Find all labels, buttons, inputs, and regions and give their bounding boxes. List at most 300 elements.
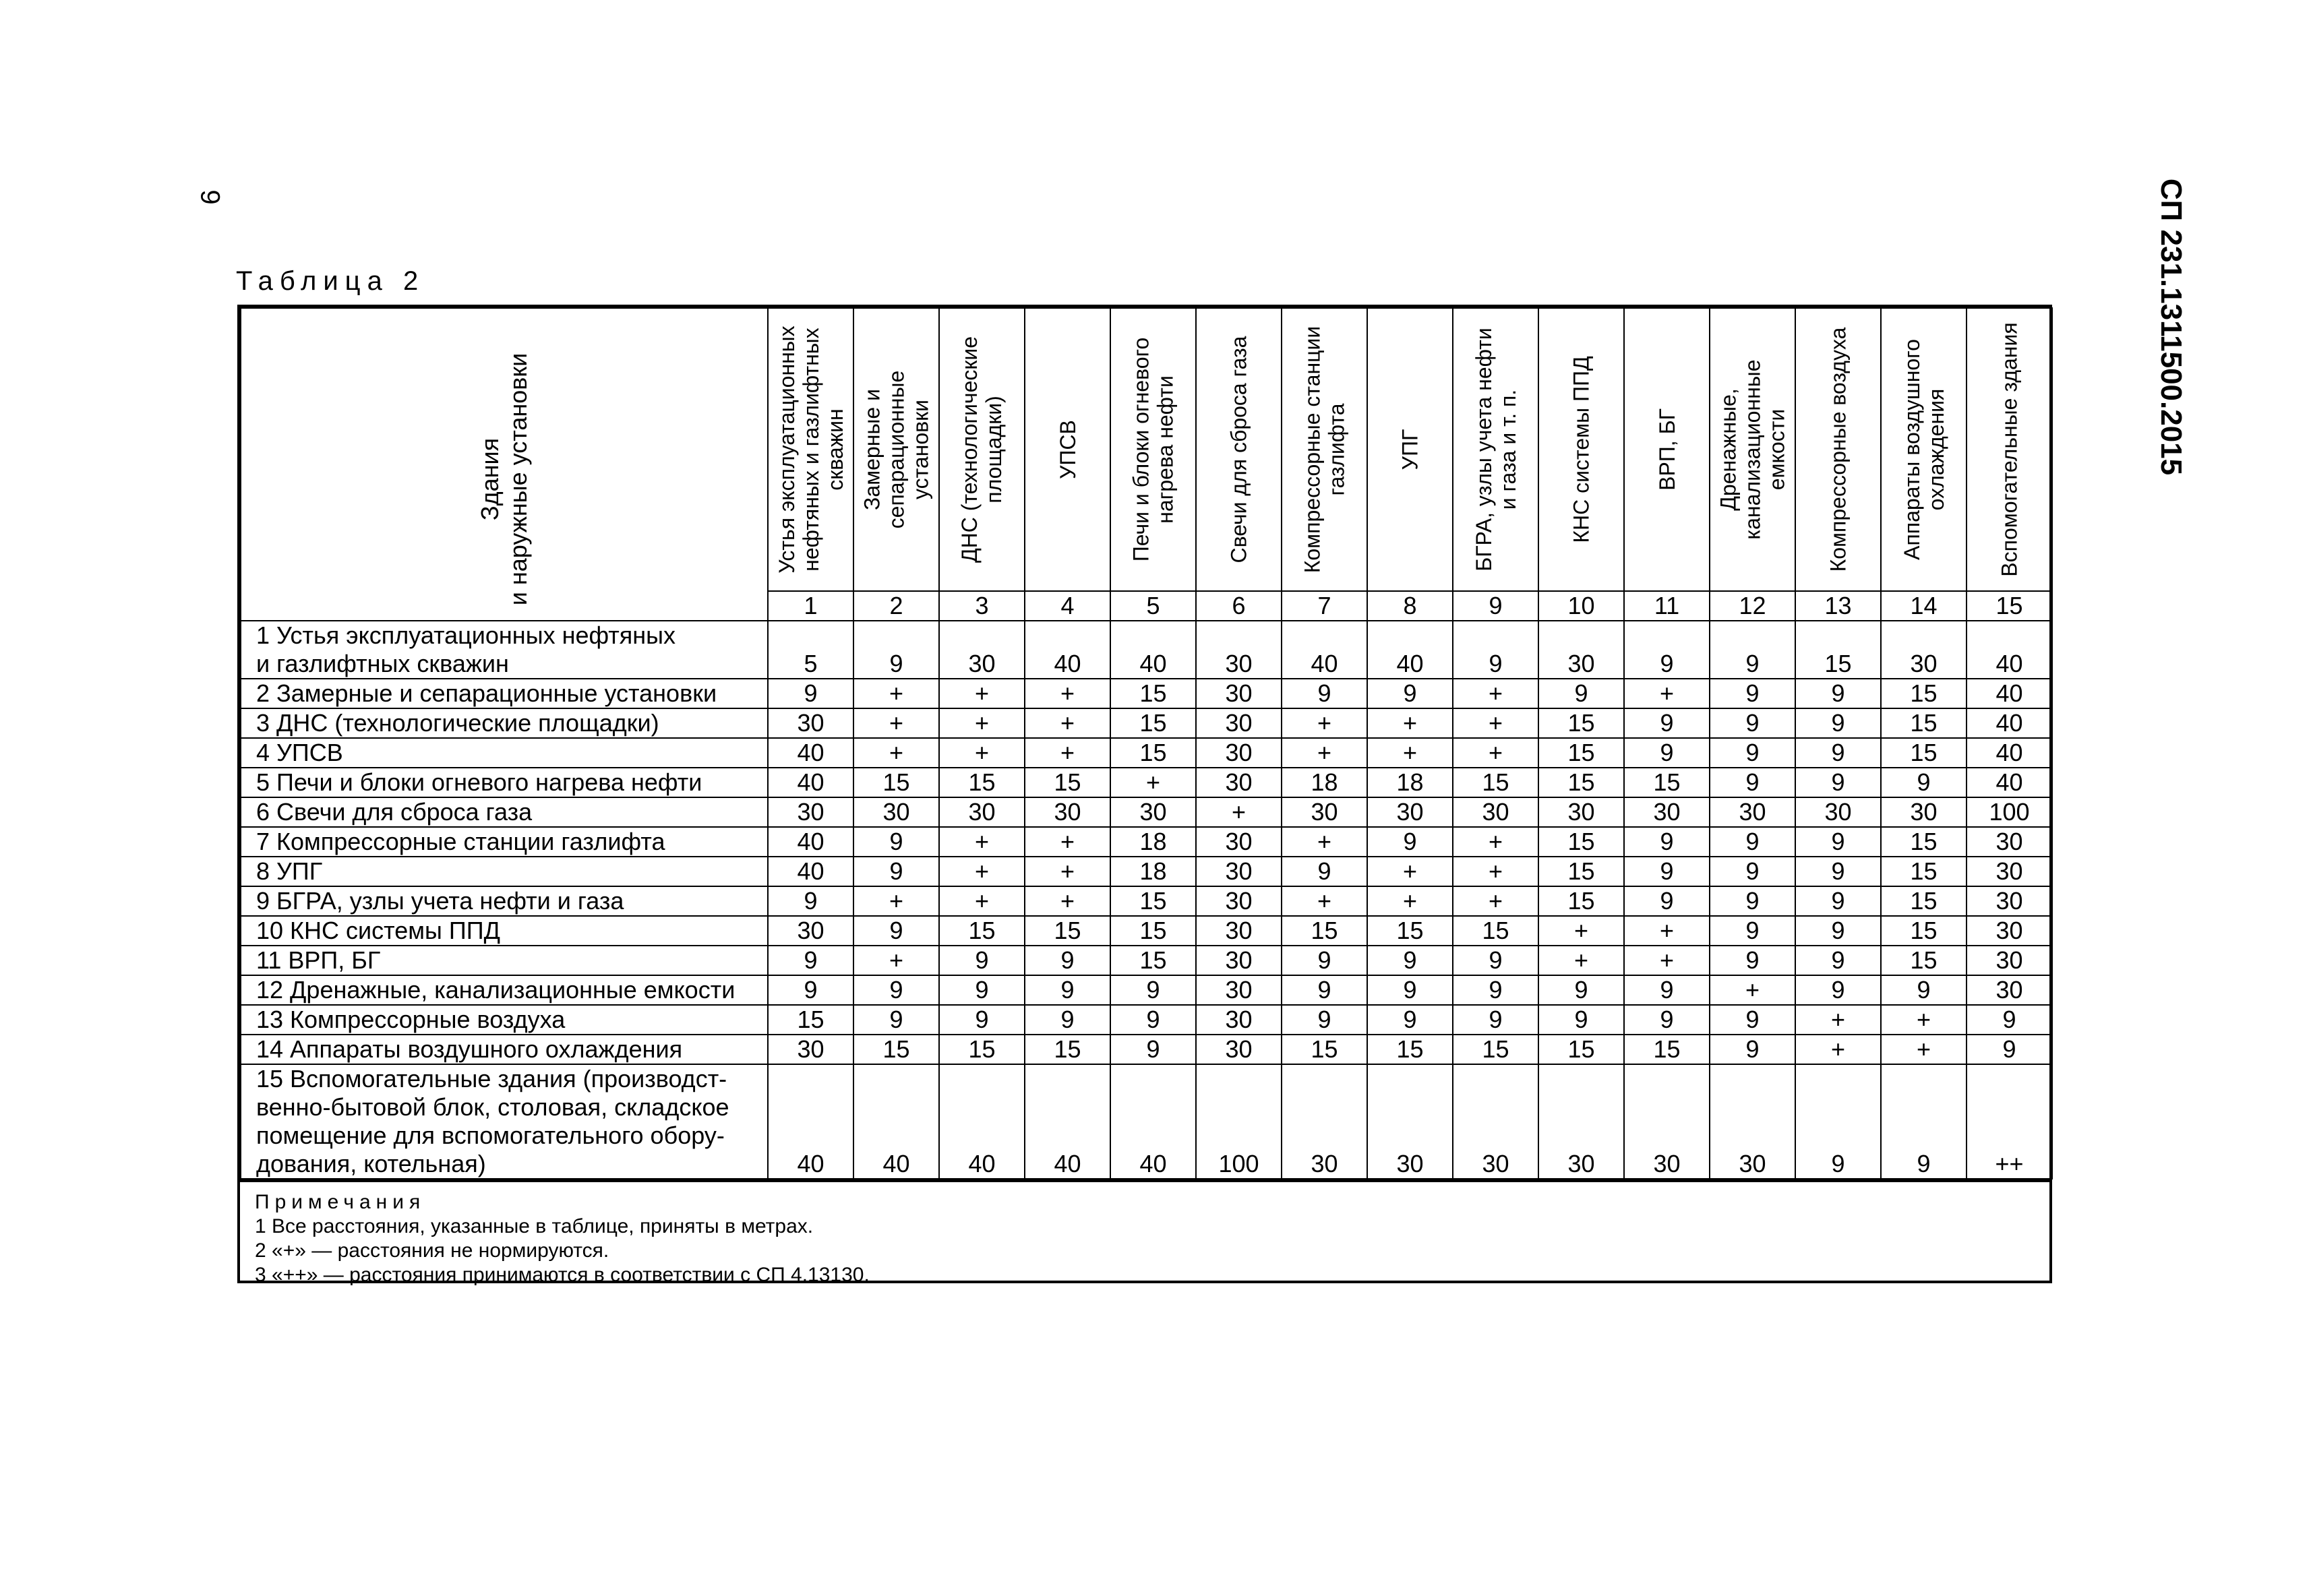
table-cell: 30	[1538, 621, 1624, 679]
table-cell: 9	[1110, 1035, 1196, 1064]
table-cell: 9	[1282, 975, 1367, 1005]
table-cell: +	[1881, 1005, 1967, 1035]
table-cell: 15	[1795, 621, 1881, 679]
table-cell: +	[939, 886, 1025, 916]
table-cell: 9	[1795, 916, 1881, 946]
table-cell: 9	[1453, 1005, 1538, 1035]
table-cell: 9	[1025, 946, 1110, 975]
table-cell: 30	[768, 708, 853, 738]
table-cell: 30	[1196, 886, 1282, 916]
table-cell: 15	[853, 768, 939, 797]
table-row	[241, 975, 2052, 1005]
table-cell: +	[939, 708, 1025, 738]
table-cell: 9	[1881, 975, 1967, 1005]
table-cell: 9	[1282, 1005, 1367, 1035]
column-number: 1	[768, 591, 853, 621]
table-cell: 40	[1967, 738, 2052, 768]
table-cell: 15	[1025, 1035, 1110, 1064]
table-cell: 9	[1624, 708, 1710, 738]
table-cell: 9	[1795, 975, 1881, 1005]
table-cell: 30	[1196, 946, 1282, 975]
table-cell: 30	[1795, 797, 1881, 827]
table-cell: 15	[853, 1035, 939, 1064]
column-header-label: ВРП, БГ	[1654, 408, 1679, 491]
column-header-15	[1967, 308, 2052, 591]
table-cell: 9	[1710, 768, 1795, 797]
table-cell: 30	[1453, 797, 1538, 827]
column-number: 12	[1710, 591, 1795, 621]
table-cell: 9	[768, 946, 853, 975]
column-number: 5	[1110, 591, 1196, 621]
table-cell: 9	[768, 679, 853, 708]
column-header-label: Устья эксплуатационных нефтяных и газлифтных скважин	[774, 326, 847, 574]
table-cell: 40	[768, 1064, 853, 1179]
table-header-row	[241, 308, 2052, 591]
table-cell: 9	[1710, 1035, 1795, 1064]
table-cell: +	[1282, 738, 1367, 768]
column-header-3	[939, 308, 1025, 591]
table-row	[241, 1035, 2052, 1064]
table-row	[241, 797, 2052, 827]
table-cell: +	[1453, 857, 1538, 886]
table-cell: 15	[1110, 916, 1196, 946]
table-cell: 30	[1967, 857, 2052, 886]
row-label: 12 Дренажные, канализационные емкости	[241, 975, 768, 1005]
table-cell: 9	[1624, 1005, 1710, 1035]
column-header-13	[1795, 308, 1881, 591]
table-cell: 9	[768, 975, 853, 1005]
table-cell: 5	[768, 621, 853, 679]
table-cell: 40	[1967, 621, 2052, 679]
table-row	[241, 1064, 2052, 1179]
table-cell: 30	[1110, 797, 1196, 827]
row-label: 10 КНС системы ППД	[241, 916, 768, 946]
table-cell: 30	[1196, 1035, 1282, 1064]
table-cell: 40	[1967, 679, 2052, 708]
table-cell: +	[1367, 738, 1453, 768]
table-cell: +	[1367, 708, 1453, 738]
table-cell: 9	[1282, 946, 1367, 975]
note-item: 3 «++» — расстояния принимаются в соответствии с СП 4.13130.	[255, 1264, 870, 1286]
note-item: 2 «+» — расстояния не нормируются.	[255, 1239, 609, 1262]
table-cell: 30	[1967, 975, 2052, 1005]
table-row	[241, 1005, 2052, 1035]
notes-title: Примечания	[255, 1191, 426, 1213]
table-cell: +	[1282, 886, 1367, 916]
table-cell: 40	[768, 768, 853, 797]
column-number: 3	[939, 591, 1025, 621]
table-cell: 40	[768, 857, 853, 886]
column-number: 13	[1795, 591, 1881, 621]
column-header-label: КНС системы ППД	[1569, 356, 1594, 543]
table-cell: 30	[1196, 1005, 1282, 1035]
table-cell: 15	[1538, 738, 1624, 768]
table-cell: +	[1795, 1035, 1881, 1064]
table-cell: 15	[1624, 768, 1710, 797]
table-cell: 30	[1282, 797, 1367, 827]
table-cell: 30	[1967, 886, 2052, 916]
table-cell: 15	[1881, 886, 1967, 916]
table-cell: ++	[1967, 1064, 2052, 1179]
table-cell: 9	[1367, 975, 1453, 1005]
table-cell: +	[1025, 827, 1110, 857]
table-cell: +	[939, 827, 1025, 857]
row-label: 8 УПГ	[241, 857, 768, 886]
table-cell: 30	[1967, 916, 2052, 946]
table-cell: +	[1538, 916, 1624, 946]
column-header-8	[1367, 308, 1453, 591]
column-header-10	[1538, 308, 1624, 591]
table-cell: 9	[1881, 768, 1967, 797]
table-cell: 15	[1538, 857, 1624, 886]
corner-header-cell	[241, 308, 768, 621]
row-label: 6 Свечи для сброса газа	[241, 797, 768, 827]
table-cell: 15	[1881, 857, 1967, 886]
table-cell: 9	[1795, 857, 1881, 886]
table-cell: 18	[1367, 768, 1453, 797]
table-cell: +	[1025, 738, 1110, 768]
table-cell: 9	[1795, 708, 1881, 738]
table-row	[241, 621, 2052, 679]
table-cell: 15	[1881, 738, 1967, 768]
row-label: 13 Компрессорные воздуха	[241, 1005, 768, 1035]
table-cell: 30	[853, 797, 939, 827]
table-cell: 9	[1710, 708, 1795, 738]
table-cell: 9	[1367, 1005, 1453, 1035]
column-number: 4	[1025, 591, 1110, 621]
table-cell: 30	[1710, 797, 1795, 827]
table-cell: +	[1282, 827, 1367, 857]
table-cell: 30	[768, 1035, 853, 1064]
table-cell: 15	[1453, 768, 1538, 797]
table-cell: +	[1624, 679, 1710, 708]
table-cell: 30	[1538, 1064, 1624, 1179]
table-cell: 9	[768, 886, 853, 916]
column-number: 8	[1367, 591, 1453, 621]
table-cell: 100	[1196, 1064, 1282, 1179]
column-header-6	[1196, 308, 1282, 591]
table-cell: 15	[1881, 708, 1967, 738]
table-cell: 30	[1624, 797, 1710, 827]
table-cell: 9	[1453, 621, 1538, 679]
table-caption: Таблица 2	[236, 266, 425, 296]
column-header-label: УПГ	[1398, 429, 1422, 470]
table-cell: 30	[1624, 1064, 1710, 1179]
table-cell: 9	[1710, 827, 1795, 857]
table-cell: 30	[1196, 916, 1282, 946]
table-cell: 15	[1538, 708, 1624, 738]
table-cell: 15	[939, 768, 1025, 797]
table-cell: +	[1453, 886, 1538, 916]
table-cell: +	[1453, 738, 1538, 768]
table-cell: +	[1624, 946, 1710, 975]
column-number: 7	[1282, 591, 1367, 621]
column-header-2	[853, 308, 939, 591]
table-cell: 15	[1367, 1035, 1453, 1064]
column-number: 9	[1453, 591, 1538, 621]
table-row	[241, 946, 2052, 975]
table-cell: +	[939, 738, 1025, 768]
column-header-1	[768, 308, 853, 591]
column-number: 14	[1881, 591, 1967, 621]
table-cell: 9	[853, 827, 939, 857]
table-cell: 15	[1881, 916, 1967, 946]
table-cell: 30	[1538, 797, 1624, 827]
table-cell: 9	[1710, 679, 1795, 708]
table-cell: 18	[1110, 857, 1196, 886]
table-cell: +	[1453, 827, 1538, 857]
table-cell: 15	[1110, 738, 1196, 768]
table-cell: 9	[853, 857, 939, 886]
column-header-label: Вспомогательные здания	[1997, 322, 2022, 577]
table-cell: 30	[768, 797, 853, 827]
table-cell: 30	[1196, 975, 1282, 1005]
table-cell: +	[939, 679, 1025, 708]
table-row	[241, 768, 2052, 797]
table-cell: 9	[1110, 1005, 1196, 1035]
table-cell: 9	[1453, 946, 1538, 975]
table-cell: 9	[1795, 827, 1881, 857]
table-cell: 40	[768, 827, 853, 857]
table-cell: 15	[1110, 946, 1196, 975]
table-cell: +	[1025, 708, 1110, 738]
table-row	[241, 886, 2052, 916]
table-row	[241, 827, 2052, 857]
table-cell: 9	[853, 975, 939, 1005]
table-cell: +	[853, 679, 939, 708]
table-row	[241, 708, 2052, 738]
table-cell: 30	[1881, 621, 1967, 679]
table-cell: 30	[1367, 1064, 1453, 1179]
table-cell: 9	[939, 946, 1025, 975]
column-header-label: ДНС (технологические площадки)	[957, 336, 1007, 563]
table-cell: +	[1367, 886, 1453, 916]
table-cell: 15	[1367, 916, 1453, 946]
table-cell: 9	[1624, 857, 1710, 886]
distance-table-frame	[237, 305, 2052, 1286]
table-cell: 30	[1967, 946, 2052, 975]
table-cell: 40	[1367, 621, 1453, 679]
table-cell: 9	[1025, 1005, 1110, 1035]
table-cell: 30	[1453, 1064, 1538, 1179]
table-cell: 30	[1196, 738, 1282, 768]
table-cell: 40	[1025, 1064, 1110, 1179]
table-cell: 9	[1710, 916, 1795, 946]
table-cell: 15	[1282, 1035, 1367, 1064]
table-cell: 30	[1196, 621, 1282, 679]
table-cell: 9	[1710, 621, 1795, 679]
table-cell: 30	[1196, 827, 1282, 857]
table-cell: +	[853, 946, 939, 975]
column-number: 6	[1196, 591, 1282, 621]
row-label: 1 Устья эксплуатационных нефтяных и газлифтных скважин	[241, 621, 768, 679]
table-cell: 15	[1110, 679, 1196, 708]
column-header-label: УПСВ	[1055, 420, 1080, 479]
table-cell: 40	[1282, 621, 1367, 679]
table-row	[241, 679, 2052, 708]
column-header-label: Компрессорные станции газлифта	[1300, 326, 1349, 574]
table-cell: 40	[1110, 1064, 1196, 1179]
table-cell: +	[1453, 679, 1538, 708]
table-cell: 40	[853, 1064, 939, 1179]
table-cell: 30	[1881, 797, 1967, 827]
table-cell: 30	[1196, 708, 1282, 738]
table-cell: 15	[1025, 768, 1110, 797]
table-cell: 15	[1538, 1035, 1624, 1064]
table-cell: +	[1196, 797, 1282, 827]
table-cell: 9	[1795, 768, 1881, 797]
column-header-label: Дренажные, канализационные емкости	[1716, 359, 1789, 540]
table-cell: 9	[853, 1005, 939, 1035]
table-cell: 9	[1624, 738, 1710, 768]
table-cell: 15	[1453, 916, 1538, 946]
column-number: 11	[1624, 591, 1710, 621]
table-cell: 30	[1710, 1064, 1795, 1179]
table-cell: +	[853, 738, 939, 768]
table-cell: 9	[1795, 946, 1881, 975]
table-cell: 15	[768, 1005, 853, 1035]
table-cell: 15	[1025, 916, 1110, 946]
table-cell: +	[1710, 975, 1795, 1005]
page-number: 9	[195, 189, 225, 205]
table-cell: 9	[1367, 946, 1453, 975]
table-cell: 9	[1367, 827, 1453, 857]
table-cell: 9	[939, 975, 1025, 1005]
column-number: 10	[1538, 591, 1624, 621]
column-header-5	[1110, 308, 1196, 591]
table-cell: 9	[1795, 886, 1881, 916]
column-header-label: Замерные и сепарационные установки	[860, 370, 933, 529]
table-cell: 40	[1025, 621, 1110, 679]
row-label: 15 Вспомогательные здания (производст- венно-бытовой блок, столовая, складское помещение для вспомогательного обору- дования, котельная)	[241, 1064, 768, 1179]
table-cell: 30	[1196, 857, 1282, 886]
row-label: 2 Замерные и сепарационные установки	[241, 679, 768, 708]
table-cell: 9	[1282, 679, 1367, 708]
table-cell: 9	[1967, 1005, 2052, 1035]
table-cell: 9	[1538, 1005, 1624, 1035]
document-code: СП 231.1311500.2015	[2155, 178, 2188, 476]
table-cell: +	[1881, 1035, 1967, 1064]
table-cell: 9	[1710, 946, 1795, 975]
table-cell: +	[1282, 708, 1367, 738]
table-cell: 9	[853, 916, 939, 946]
table-cell: 18	[1282, 768, 1367, 797]
table-cell: 9	[1795, 738, 1881, 768]
table-cell: +	[1025, 857, 1110, 886]
distance-table	[240, 307, 2053, 1179]
table-cell: +	[853, 708, 939, 738]
table-cell: 30	[1367, 797, 1453, 827]
table-cell: 15	[1538, 827, 1624, 857]
table-cell: 15	[1538, 768, 1624, 797]
table-cell: 9	[1538, 679, 1624, 708]
corner-header: Здания и наружные установки	[475, 352, 532, 606]
column-header-label: БГРА, узлы учета нефти и газа и т. п.	[1471, 328, 1520, 572]
table-cell: 9	[1624, 621, 1710, 679]
row-label: 7 Компрессорные станции газлифта	[241, 827, 768, 857]
column-header-label: Компрессорные воздуха	[1826, 327, 1851, 572]
column-header-label: Свечи для сброса газа	[1226, 336, 1251, 563]
row-label: 5 Печи и блоки огневого нагрева нефти	[241, 768, 768, 797]
column-header-7	[1282, 308, 1367, 591]
row-label: 14 Аппараты воздушного охлаждения	[241, 1035, 768, 1064]
column-number: 2	[853, 591, 939, 621]
table-cell: 9	[1795, 1064, 1881, 1179]
table-cell: 15	[1624, 1035, 1710, 1064]
table-cell: 9	[1367, 679, 1453, 708]
table-cell: 9	[1624, 886, 1710, 916]
column-header-11	[1624, 308, 1710, 591]
table-cell: 15	[1453, 1035, 1538, 1064]
table-cell: 30	[1282, 1064, 1367, 1179]
table-cell: +	[939, 857, 1025, 886]
table-cell: 9	[1967, 1035, 2052, 1064]
table-cell: 9	[853, 621, 939, 679]
table-cell: 40	[768, 738, 853, 768]
table-cell: 9	[1025, 975, 1110, 1005]
table-notes	[240, 1179, 2049, 1295]
row-label: 3 ДНС (технологические площадки)	[241, 708, 768, 738]
column-number: 15	[1967, 591, 2052, 621]
column-header-12	[1710, 308, 1795, 591]
table-cell: 15	[1881, 679, 1967, 708]
table-cell: 30	[1196, 679, 1282, 708]
row-label: 4 УПСВ	[241, 738, 768, 768]
table-cell: 9	[1624, 975, 1710, 1005]
table-cell: +	[1453, 708, 1538, 738]
table-cell: 15	[1110, 708, 1196, 738]
table-cell: 15	[1282, 916, 1367, 946]
table-cell: 40	[939, 1064, 1025, 1179]
table-cell: 30	[768, 916, 853, 946]
table-cell: 30	[939, 797, 1025, 827]
table-cell: +	[1025, 679, 1110, 708]
table-cell: 30	[939, 621, 1025, 679]
note-item: 1 Все расстояния, указанные в таблице, приняты в метрах.	[255, 1215, 814, 1237]
table-cell: +	[1795, 1005, 1881, 1035]
table-cell: 9	[1795, 679, 1881, 708]
column-header-label: Аппараты воздушного охлаждения	[1899, 339, 1948, 560]
table-body	[241, 621, 2052, 1179]
table-cell: +	[1538, 946, 1624, 975]
table-cell: +	[1367, 857, 1453, 886]
table-cell: 15	[1881, 946, 1967, 975]
table-cell: 9	[1110, 975, 1196, 1005]
table-cell: 40	[1110, 621, 1196, 679]
column-header-9	[1453, 308, 1538, 591]
table-cell: 100	[1967, 797, 2052, 827]
table-row	[241, 738, 2052, 768]
table-cell: 9	[1453, 975, 1538, 1005]
table-cell: 15	[1538, 886, 1624, 916]
row-label: 11 ВРП, БГ	[241, 946, 768, 975]
column-header-4	[1025, 308, 1110, 591]
table-cell: 40	[1967, 708, 2052, 738]
column-header-label: Печи и блоки огневого нагрева нефти	[1129, 337, 1178, 562]
table-cell: 9	[939, 1005, 1025, 1035]
row-label: 9 БГРА, узлы учета нефти и газа	[241, 886, 768, 916]
table-cell: 15	[939, 916, 1025, 946]
table-cell: 18	[1110, 827, 1196, 857]
table-cell: 40	[1967, 768, 2052, 797]
table-cell: 9	[1710, 886, 1795, 916]
table-cell: 15	[1110, 886, 1196, 916]
table-cell: 30	[1196, 768, 1282, 797]
table-cell: +	[853, 886, 939, 916]
table-cell: +	[1624, 916, 1710, 946]
table-cell: 30	[1025, 797, 1110, 827]
table-row	[241, 916, 2052, 946]
